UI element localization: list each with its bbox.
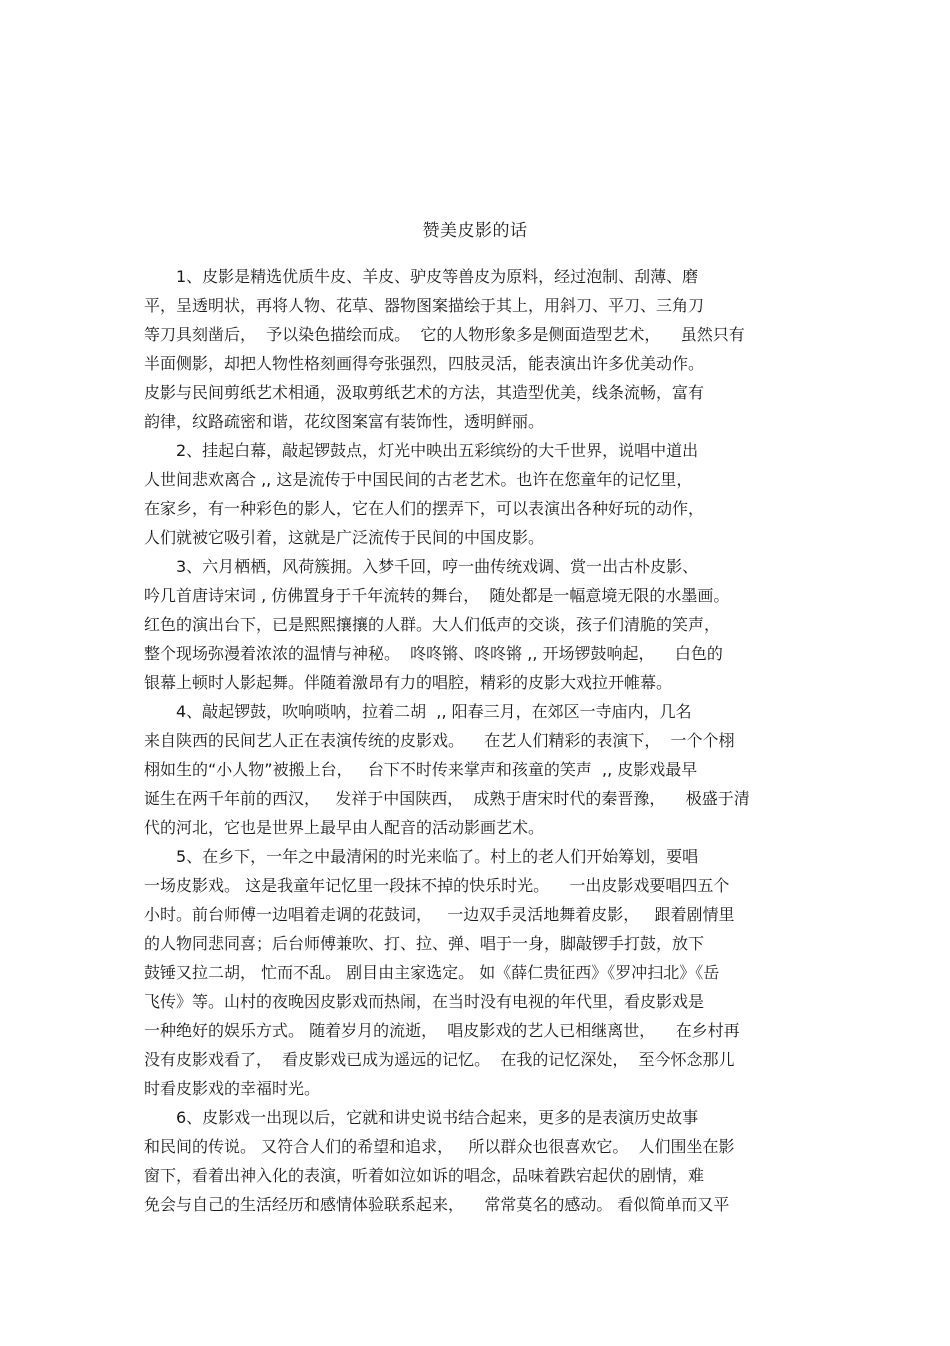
text-line: 红色的演出台下，已是熙熙攘攘的人群。大人们低声的交谈，孩子们清脆的笑声， <box>144 615 721 634</box>
text-line: 鼓锤又拉二胡， 忙而不乱。 剧目由主家选定。 如《薛仁贵征西》《罗冲扫北》《岳 <box>144 963 720 982</box>
text-line: 平，呈透明状，再将人物、花草、器物图案描绘于其上，用斜刀、平刀、三角刀 <box>144 296 705 315</box>
text-line: 飞传》等。山村的夜晚因皮影戏而热闹，在当时没有电视的年代里，看皮影戏是 <box>144 992 705 1011</box>
text-line: 1、皮影是精选优质牛皮、羊皮、驴皮等兽皮为原料，经过泡制、刮薄、磨 <box>176 267 699 286</box>
text-line: 没有皮影戏看了， 看皮影戏已成为遥远的记忆。 在我的记忆深处， 至今怀念那儿 <box>144 1050 735 1069</box>
text-line: 在家乡，有一种彩色的影人，它在人们的摆弄下，可以表演出各种好玩的动作， <box>144 499 705 518</box>
text-line: 代的河北，它也是世界上最早由人配音的活动影画艺术。 <box>144 818 545 837</box>
text-line: 5、在乡下，一年之中最清闲的时光来临了。村上的老人们开始筹划，要唱 <box>176 847 699 866</box>
text-line: 半面侧影，却把人物性格刻画得夸张强烈，四肢灵活，能表演出许多优美动作。 <box>144 354 705 373</box>
text-line: 小时。前台师傅一边唱着走调的花鼓词， 一边双手灵活地舞着皮影， 跟着剧情里 <box>144 905 735 924</box>
document-body <box>144 262 809 1219</box>
document-title: 赞美皮影的话 <box>422 221 528 241</box>
text-line: 的人物同悲同喜；后台师傅兼吹、打、拉、弹、唱于一身，脚敲锣手打鼓，放下 <box>144 934 705 953</box>
text-line: 2、挂起白幕，敲起锣鼓点，灯光中映出五彩缤纷的大千世界，说唱中道出 <box>176 441 699 460</box>
text-line: 栩如生的“小人物”被搬上台， 台下不时传来掌声和孩童的笑声 ,, 皮影戏最早 <box>144 760 698 779</box>
text-line: 一种绝好的娱乐方式。 随着岁月的流逝， 唱皮影戏的艺人已相继离世， 在乡村再 <box>144 1021 740 1040</box>
text-line: 等刀具刻凿后， 予以染色描绘而成。 它的人物形象多是侧面造型艺术， 虽然只有 <box>144 325 745 344</box>
text-line: 皮影与民间剪纸艺术相通，汲取剪纸艺术的方法，其造型优美，线条流畅，富有 <box>144 383 705 402</box>
text-line: 韵律，纹路疏密和谐，花纹图案富有装饰性，透明鲜丽。 <box>144 412 545 431</box>
text-line: 和民间的传说。 又符合人们的希望和追求， 所以群众也很喜欢它。 人们围坐在影 <box>144 1137 735 1156</box>
text-line: 银幕上顿时人影起舞。伴随着激昂有力的唱腔，精彩的皮影大戏拉开帷幕。 <box>144 673 673 692</box>
text-line: 吟几首唐诗宋词 , 仿佛置身于千年流转的舞台， 随处都是一幅意境无限的水墨画。 <box>144 586 730 605</box>
text-line: 4、敲起锣鼓，吹响唢呐，拉着二胡 ,, 阳春三月，在郊区一寺庙内，几名 <box>176 702 692 721</box>
text-line: 免会与自己的生活经历和感情体验联系起来， 常常莫名的感动。 看似简单而又平 <box>144 1195 730 1214</box>
text-line: 来自陕西的民间艺人正在表演传统的皮影戏。 在艺人们精彩的表演下， 一个个栩 <box>144 731 735 750</box>
text-line: 整个现场弥漫着浓浓的温情与神秘。 咚咚锵、咚咚锵 ,, 开场锣鼓响起， 白色的 <box>144 644 723 663</box>
text-line: 一场皮影戏。 这是我童年记忆里一段抹不掉的快乐时光。 一出皮影戏要唱四五个 <box>144 876 730 895</box>
text-line: 6、皮影戏一出现以后，它就和讲史说书结合起来，更多的是表演历史故事 <box>176 1108 699 1127</box>
text-line: 诞生在两千年前的西汉， 发祥于中国陕西， 成熟于唐宋时代的秦晋豫， 极盛于清 <box>144 789 750 808</box>
text-line: 窗下，看着出神入化的表演，听着如泣如诉的唱念，品味着跌宕起伏的剧情，难 <box>144 1166 705 1185</box>
text-line: 3、六月栖栖，风荷簇拥。入梦千回，哼一曲传统戏调、赏一出古朴皮影、 <box>176 557 699 576</box>
text-line: 时看皮影戏的幸福时光。 <box>144 1079 321 1098</box>
text-line: 人们就被它吸引着，这就是广泛流传于民间的中国皮影。 <box>144 528 545 547</box>
text-line: 人世间悲欢离合 ,, 这是流传于中国民间的古老艺术。也许在您童年的记忆里， <box>144 470 693 489</box>
